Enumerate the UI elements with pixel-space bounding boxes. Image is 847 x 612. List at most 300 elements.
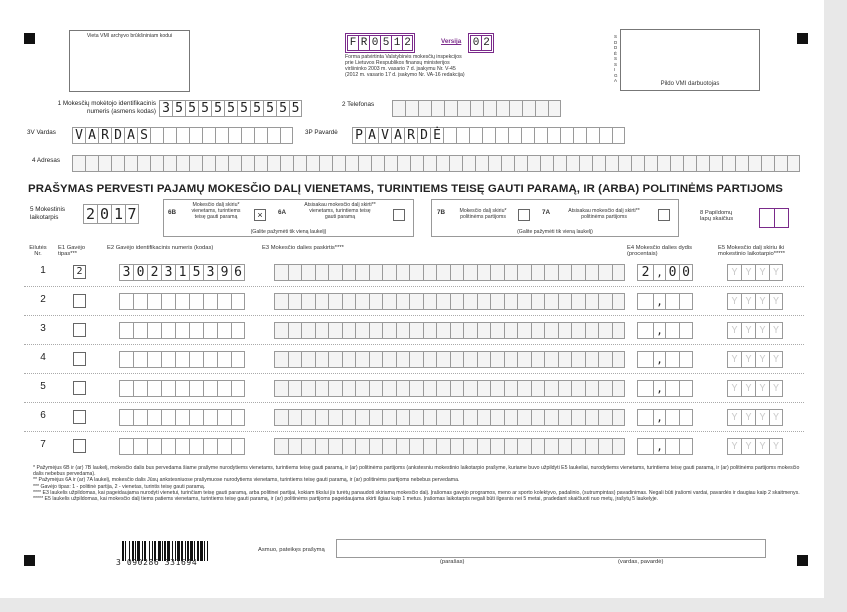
table-row <box>24 258 804 287</box>
purpose-char <box>274 438 288 455</box>
address-char <box>696 155 709 172</box>
recipient-code-field[interactable] <box>119 293 245 310</box>
purpose-char <box>396 322 410 339</box>
recipient-code-char <box>175 351 189 368</box>
option-7a-text <box>554 208 654 220</box>
address-field[interactable] <box>72 155 800 172</box>
until-period-char: Y <box>727 409 741 426</box>
purpose-char <box>517 264 531 281</box>
table-row <box>24 403 804 432</box>
purpose-char <box>301 438 315 455</box>
purpose-char <box>328 293 342 310</box>
purpose-char <box>571 264 585 281</box>
side-letter: S <box>614 61 618 67</box>
text-line: 8 Papildomų <box>700 210 733 216</box>
recipient-code-char <box>231 293 245 310</box>
purpose-char <box>288 380 302 397</box>
recipient-code-char <box>217 322 231 339</box>
form-code-char: 0 <box>369 35 380 51</box>
text-line: E1 Gavėjo <box>58 245 86 251</box>
recipient-code-char <box>147 409 161 426</box>
purpose-char <box>409 409 423 426</box>
purpose-char <box>571 438 585 455</box>
recipient-code-field[interactable] <box>119 438 245 455</box>
recipient-code-field[interactable] <box>119 380 245 397</box>
text-line: Mokesčio dalį skiriu* <box>192 202 240 208</box>
recipient-code-char: 9 <box>217 264 231 281</box>
purpose-char <box>274 322 288 339</box>
percent-int-char <box>637 409 653 426</box>
purpose-char <box>409 322 423 339</box>
purpose-char <box>301 322 315 339</box>
phone-label: 2 Telefonas <box>342 101 375 108</box>
surname-char <box>586 127 599 144</box>
purpose-char <box>436 351 450 368</box>
purpose-char <box>504 322 518 339</box>
purpose-char <box>450 293 464 310</box>
purpose-char <box>490 438 504 455</box>
address-char <box>657 155 670 172</box>
text-line: E5 Mokesčio dalį skiriu iki <box>718 245 785 251</box>
purpose-char <box>612 293 626 310</box>
percent-int-char <box>637 380 653 397</box>
recipient-code-char <box>203 351 217 368</box>
until-period-char: Y <box>755 380 769 397</box>
name-field[interactable] <box>72 127 293 144</box>
purpose-char <box>355 438 369 455</box>
percent-field[interactable] <box>637 438 693 455</box>
recipient-code-char <box>217 438 231 455</box>
purpose-char <box>355 380 369 397</box>
purpose-char <box>517 293 531 310</box>
purpose-char <box>288 293 302 310</box>
surname-char <box>482 127 495 144</box>
purpose-char <box>490 380 504 397</box>
option-6a-code: 6A <box>278 209 287 216</box>
address-char <box>124 155 137 172</box>
decimal-comma: , <box>653 293 665 310</box>
purpose-char <box>369 293 383 310</box>
form-code-char: 2 <box>402 35 413 51</box>
purpose-char <box>585 322 599 339</box>
option-6a-text <box>290 202 390 220</box>
recipient-code-char <box>203 409 217 426</box>
recipient-code-char <box>147 438 161 455</box>
percent-dec-char <box>665 380 679 397</box>
purpose-char <box>342 322 356 339</box>
address-char <box>761 155 774 172</box>
purpose-char <box>301 380 315 397</box>
phone-char <box>483 100 496 117</box>
option-6a-checkbox[interactable] <box>393 209 405 221</box>
purpose-char <box>463 322 477 339</box>
address-char <box>293 155 306 172</box>
footnote: *** Gavėjo tipas: 1 - politinė partija, 2 - vienetas, turintis teisę gauti paramą. <box>33 483 206 490</box>
purpose-field[interactable] <box>274 438 625 455</box>
address-char <box>618 155 631 172</box>
address-char <box>514 155 527 172</box>
until-period-field[interactable] <box>727 351 783 368</box>
table-row <box>24 316 804 345</box>
purpose-char <box>288 409 302 426</box>
decimal-comma: , <box>653 438 665 455</box>
text-line: lapų skaičius <box>700 216 734 222</box>
recipient-code-char <box>133 293 147 310</box>
until-period-field[interactable] <box>727 438 783 455</box>
taxpayer-id-char: 5 <box>276 100 289 117</box>
purpose-field[interactable] <box>274 380 625 397</box>
taxpayer-id-char: 5 <box>198 100 211 117</box>
purpose-field[interactable] <box>274 351 625 368</box>
recipient-code-char <box>161 322 175 339</box>
text-line: tipas*** <box>58 251 78 257</box>
recipient-code-field[interactable] <box>119 351 245 368</box>
purpose-char <box>436 293 450 310</box>
taxpayer-id-char: 5 <box>250 100 263 117</box>
percent-field[interactable] <box>637 293 693 310</box>
side-letter: S <box>614 34 618 39</box>
address-label: 4 Adresas <box>32 157 61 164</box>
name-char <box>163 127 176 144</box>
purpose-char <box>598 264 612 281</box>
purpose-char <box>490 351 504 368</box>
table-row <box>24 374 804 403</box>
phone-char <box>548 100 561 117</box>
until-period-field[interactable] <box>727 380 783 397</box>
decimal-comma: , <box>653 322 665 339</box>
purpose-char <box>558 293 572 310</box>
party-options-group <box>431 199 679 237</box>
until-period-char: Y <box>769 322 783 339</box>
purpose-char <box>288 351 302 368</box>
purpose-char <box>342 438 356 455</box>
purpose-char <box>450 351 464 368</box>
purpose-field[interactable] <box>274 322 625 339</box>
purpose-char <box>571 380 585 397</box>
decimal-comma: , <box>653 409 665 426</box>
percent-field[interactable] <box>637 380 693 397</box>
taxpayer-id-char: 5 <box>185 100 198 117</box>
additional-pages-field[interactable] <box>759 208 789 228</box>
purpose-field[interactable] <box>274 293 625 310</box>
purpose-char <box>612 351 626 368</box>
recipient-code-field[interactable] <box>119 322 245 339</box>
purpose-char <box>342 409 356 426</box>
purpose-char <box>301 293 315 310</box>
recipient-code-char: 2 <box>147 264 161 281</box>
recipient-code-char <box>119 438 133 455</box>
purpose-char <box>612 322 626 339</box>
address-char <box>228 155 241 172</box>
recipient-type-field[interactable] <box>73 323 86 337</box>
purpose-char <box>423 293 437 310</box>
percent-dec-char <box>679 293 693 310</box>
purpose-char <box>490 409 504 426</box>
address-char <box>501 155 514 172</box>
period-year-field[interactable] <box>83 204 139 224</box>
recipient-code-char <box>217 409 231 426</box>
purpose-char <box>274 409 288 426</box>
address-char <box>631 155 644 172</box>
purpose-char <box>342 264 356 281</box>
percent-dec-char <box>679 322 693 339</box>
purpose-char <box>531 409 545 426</box>
until-period-char: Y <box>769 351 783 368</box>
option-7b-checkbox[interactable] <box>518 209 530 221</box>
registration-mark-top-right <box>797 33 808 44</box>
purpose-char <box>355 322 369 339</box>
purpose-char <box>504 380 518 397</box>
until-period-field[interactable] <box>727 409 783 426</box>
phone-char <box>431 100 444 117</box>
form-code-char: 5 <box>380 35 391 51</box>
name-char: A <box>85 127 98 144</box>
row-number: 3 <box>40 323 46 334</box>
address-char <box>449 155 462 172</box>
purpose-char <box>274 380 288 397</box>
recipient-code-char <box>161 351 175 368</box>
purpose-field[interactable] <box>274 264 625 281</box>
surname-char <box>508 127 521 144</box>
side-letter: D <box>614 39 618 45</box>
text-line: Atsisakau mokesčio dalį skirti** <box>304 202 376 208</box>
address-char <box>397 155 410 172</box>
until-period-char: Y <box>727 351 741 368</box>
purpose-char <box>315 438 329 455</box>
registration-mark-bottom-right <box>797 555 808 566</box>
form-code-char: R <box>358 35 369 51</box>
percent-dec-char <box>679 438 693 455</box>
phone-char <box>496 100 509 117</box>
purpose-char <box>504 264 518 281</box>
surname-char <box>469 127 482 144</box>
recipient-code-char <box>189 409 203 426</box>
until-period-char: Y <box>755 322 769 339</box>
address-char <box>306 155 319 172</box>
purpose-char <box>490 293 504 310</box>
footnote: ** Pažymėjus 6A ir (ar) 7A laukelį, mokesčio dalis Jūsų ankstesniuose prašymuose nurodytiems vienetams, turintiems teisę gauti paramą, ir (ar) politinėms partijoms nebebus pervedama. <box>33 477 460 484</box>
recipient-code-char <box>175 293 189 310</box>
until-period-char: Y <box>727 380 741 397</box>
purpose-char <box>598 293 612 310</box>
text-line: teisę gauti paramą <box>194 214 238 220</box>
recipient-code-char: 0 <box>133 264 147 281</box>
address-char <box>280 155 293 172</box>
year-char: 2 <box>83 204 97 224</box>
address-char <box>475 155 488 172</box>
purpose-char <box>315 322 329 339</box>
address-char <box>384 155 397 172</box>
percent-field[interactable] <box>637 351 693 368</box>
purpose-char <box>301 409 315 426</box>
until-period-char: Y <box>741 322 755 339</box>
purpose-char <box>544 351 558 368</box>
surname-char: D <box>417 127 430 144</box>
phone-char <box>457 100 470 117</box>
purpose-char <box>396 409 410 426</box>
until-period-field[interactable] <box>727 293 783 310</box>
surname-char <box>456 127 469 144</box>
percent-dec-char <box>665 438 679 455</box>
surname-field[interactable] <box>352 127 625 144</box>
year-char: 1 <box>111 204 125 224</box>
until-period-char: Y <box>741 380 755 397</box>
percent-field[interactable] <box>637 264 693 281</box>
recipient-code-char: 3 <box>161 264 175 281</box>
recipient-code-field[interactable] <box>119 264 245 281</box>
purpose-char <box>396 380 410 397</box>
recipient-type-field[interactable] <box>73 294 86 308</box>
year-char: 0 <box>97 204 111 224</box>
purpose-char <box>531 322 545 339</box>
recipient-type-field[interactable] <box>73 381 86 395</box>
purpose-char <box>315 264 329 281</box>
purpose-char <box>585 293 599 310</box>
recipient-type-field[interactable] <box>73 352 86 366</box>
surname-char <box>443 127 456 144</box>
signature-field[interactable] <box>336 539 766 558</box>
footnote: * Pažymėjus 6B ir (ar) 7B laukelį, mokesčio dalis bus pervedama šiame prašyme nurodytiems vienetams, turintiems teisę gauti paramą, ir (ar) politinėms partijoms (ankstesniu mokestinio laikotarpio prašyme, kuriame buvo užpildyti E5 laukeliai, nurodytiems vienetams, turintiems teisę gauti paramą, ir (ar) politinėms partijoms mokesčio dalis nebebus pervedama). <box>33 465 800 478</box>
percent-int-char <box>637 322 653 339</box>
until-period-char: Y <box>741 351 755 368</box>
surname-char: Ė <box>430 127 443 144</box>
purpose-char <box>517 409 531 426</box>
address-char <box>670 155 683 172</box>
address-char <box>72 155 85 172</box>
side-letter: G <box>614 72 618 78</box>
version-char: 2 <box>481 35 492 51</box>
until-period-field[interactable] <box>727 322 783 339</box>
purpose-char <box>423 409 437 426</box>
recipient-code-char <box>189 380 203 397</box>
phone-field[interactable] <box>392 100 561 117</box>
address-char <box>592 155 605 172</box>
recipient-type-field[interactable] <box>73 439 86 453</box>
purpose-field[interactable] <box>274 409 625 426</box>
purpose-char <box>531 438 545 455</box>
address-char <box>527 155 540 172</box>
name-char <box>241 127 254 144</box>
recipient-code-char <box>119 293 133 310</box>
purpose-char <box>409 351 423 368</box>
purpose-char <box>369 351 383 368</box>
decimal-comma: , <box>653 264 665 281</box>
registration-mark-bottom-left <box>24 555 35 566</box>
purpose-char <box>463 293 477 310</box>
footnote: **** E3 laukelis užpildomas, kai pageidaujama nurodyti vienetui, turinčiam teisę gauti paramą, arba politinei partijai, kokiam tikslui jis turėtų panaudoti skiriamą mokesčio dalį. Įrašomas gavėjo programos, meno ar sporto kolektyvo, padalinio, (sutrumpintas) pavadinimas. Negali būti įrašomi vardai, pavardės ir daugiau kaip 2 skaitmenys. <box>33 489 800 496</box>
purpose-char <box>531 380 545 397</box>
percent-field[interactable] <box>637 409 693 426</box>
purpose-char <box>423 322 437 339</box>
recipient-code-char <box>231 438 245 455</box>
purpose-char <box>342 351 356 368</box>
purpose-char <box>504 293 518 310</box>
name-char: R <box>98 127 111 144</box>
address-char <box>111 155 124 172</box>
taxpayer-id-field[interactable] <box>159 100 302 117</box>
recipient-code-char <box>161 438 175 455</box>
until-period-char: Y <box>727 293 741 310</box>
until-period-field[interactable] <box>727 264 783 281</box>
purpose-char <box>598 380 612 397</box>
name-label: 3V Vardas <box>27 129 56 136</box>
row-number: 5 <box>40 381 46 392</box>
col-header-recipient-type <box>58 245 98 257</box>
option-right-note: (Galite pažymėti tik vieną laukelį) <box>517 229 593 235</box>
recipient-code-char <box>147 322 161 339</box>
recipient-code-char <box>231 409 245 426</box>
purpose-char <box>612 409 626 426</box>
recipient-code-char: 5 <box>189 264 203 281</box>
until-period-char: Y <box>727 322 741 339</box>
name-char: A <box>124 127 137 144</box>
purpose-char <box>517 380 531 397</box>
purpose-char <box>436 264 450 281</box>
phone-char <box>470 100 483 117</box>
name-caption: (vardas, pavardė) <box>618 559 664 565</box>
footnotes <box>33 465 803 502</box>
address-char <box>579 155 592 172</box>
purpose-char <box>477 322 491 339</box>
purpose-char <box>450 409 464 426</box>
phone-char <box>509 100 522 117</box>
taxpayer-id-char: 5 <box>263 100 276 117</box>
name-char <box>150 127 163 144</box>
recipient-code-char <box>231 322 245 339</box>
percent-dec-char: 0 <box>665 264 679 281</box>
recipient-code-char <box>217 293 231 310</box>
purpose-char <box>382 264 396 281</box>
option-6b-checkbox[interactable]: × <box>254 209 266 221</box>
year-char: 7 <box>125 204 139 224</box>
option-7a-checkbox[interactable] <box>658 209 670 221</box>
address-char <box>176 155 189 172</box>
recipient-code-char: 3 <box>203 264 217 281</box>
taxpayer-id-char: 5 <box>211 100 224 117</box>
address-char <box>553 155 566 172</box>
until-period-char: Y <box>755 438 769 455</box>
recipient-code-char <box>231 380 245 397</box>
percent-field[interactable] <box>637 322 693 339</box>
text-line: Eilutės <box>29 245 47 251</box>
recipient-code-char <box>217 351 231 368</box>
address-char <box>202 155 215 172</box>
surname-char: P <box>352 127 365 144</box>
purpose-char <box>463 264 477 281</box>
purpose-char <box>612 438 626 455</box>
percent-dec-char <box>679 351 693 368</box>
percent-dec-char <box>665 409 679 426</box>
purpose-char <box>382 322 396 339</box>
recipient-code-char <box>231 351 245 368</box>
address-char <box>319 155 332 172</box>
phone-char <box>418 100 431 117</box>
name-char: V <box>72 127 85 144</box>
surname-char: V <box>378 127 391 144</box>
purpose-char <box>423 438 437 455</box>
text-line: 5 Mokestinis <box>30 206 65 213</box>
col-header-recipient-code: E2 Gavėjo identifikacinis numeris (kodas) <box>107 245 214 251</box>
text-line: prie Lietuvos Respublikos finansų ministerijos <box>345 60 450 66</box>
recipient-type-field[interactable] <box>73 410 86 424</box>
recipient-code-char <box>203 380 217 397</box>
purpose-char <box>382 380 396 397</box>
recipient-type-field[interactable]: 2 <box>73 265 86 279</box>
col-header-percent <box>627 245 692 257</box>
purpose-char <box>531 264 545 281</box>
purpose-char <box>328 322 342 339</box>
recipient-code-field[interactable] <box>119 409 245 426</box>
